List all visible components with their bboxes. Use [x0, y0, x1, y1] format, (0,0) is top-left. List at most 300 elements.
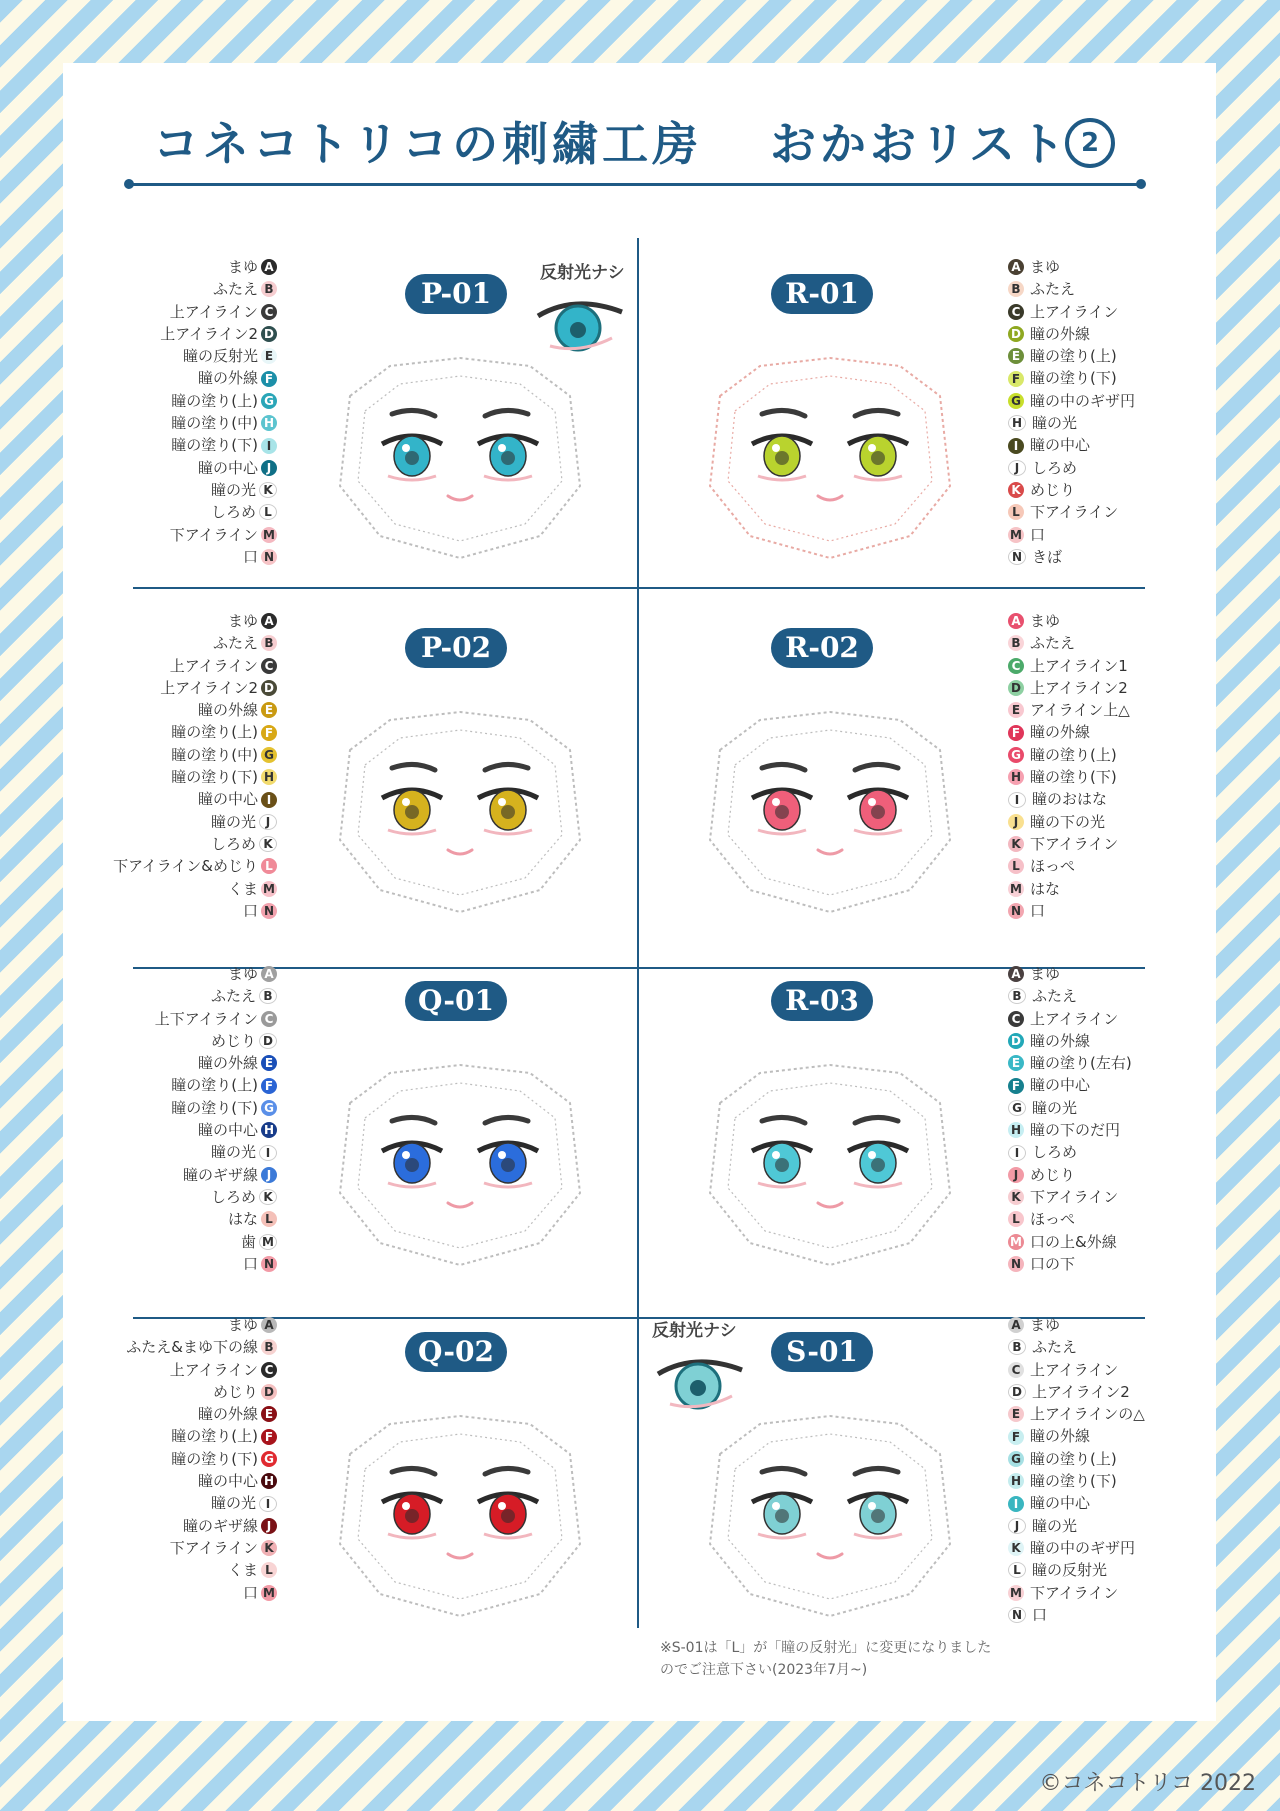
color-part-label: 瞳の塗り(中) [171, 745, 258, 764]
color-part-label: ほっぺ [1030, 1210, 1076, 1229]
color-list-item [1008, 278, 1135, 300]
color-letter-badge: A [261, 1317, 277, 1333]
color-letter-badge: M [261, 881, 277, 897]
color-list-item [1008, 721, 1130, 743]
color-list-item [113, 766, 277, 788]
color-part-label: 上アイライン [1030, 1009, 1119, 1028]
color-list-item [155, 1052, 277, 1074]
color-list-item [126, 1515, 277, 1537]
color-part-label: まゆ [1030, 1316, 1061, 1334]
color-letter-badge: D [1008, 1384, 1026, 1400]
color-part-label: 下アイライン [1030, 1187, 1119, 1206]
color-list-item [113, 855, 277, 877]
color-list-item [1008, 479, 1135, 501]
color-part-label: 瞳の中心 [1030, 1076, 1091, 1095]
color-list-item [1008, 1604, 1145, 1626]
face-illustration-q-01 [310, 1043, 610, 1273]
color-letter-badge: A [1008, 259, 1024, 275]
color-part-label: ふたえ [212, 280, 258, 299]
color-list-item [1008, 900, 1130, 922]
color-list-item [1008, 1537, 1145, 1559]
color-letter-badge: A [261, 613, 277, 629]
color-list-item [160, 256, 277, 278]
color-list-item [1008, 632, 1130, 654]
color-letter-badge: F [261, 371, 277, 387]
color-list-item [155, 1208, 277, 1230]
color-list-item [1008, 1231, 1132, 1253]
face-illustration-p-01 [310, 336, 610, 566]
color-letter-badge: F [1008, 1078, 1024, 1094]
color-part-label: 瞳の塗り(上) [171, 1076, 258, 1095]
color-part-label: 上アイライン [1030, 1360, 1119, 1379]
color-letter-badge: E [261, 348, 277, 364]
color-part-label: 瞳の塗り(下) [1030, 768, 1117, 787]
color-list-item [1008, 524, 1135, 546]
color-part-label: 瞳の反射光 [182, 347, 258, 366]
color-part-label: くま [227, 1561, 258, 1580]
color-letter-badge: J [261, 1518, 277, 1534]
color-letter-badge: M [261, 527, 277, 543]
face-code-r-02: R-02 [771, 628, 873, 668]
color-part-label: 瞳のギザ線 [182, 1165, 258, 1184]
color-letter-badge: B [1008, 281, 1024, 297]
color-letter-badge: I [1008, 1145, 1026, 1161]
color-list-p-01 [160, 256, 277, 568]
color-list-item [1008, 963, 1132, 985]
color-letter-badge: A [1008, 966, 1024, 982]
color-part-label: 瞳の光 [210, 1494, 256, 1513]
color-list-item [160, 278, 277, 300]
footnote-line-2: のでご注意下さい(2023年7月~) [660, 1662, 868, 1678]
color-list-item [155, 1141, 277, 1163]
color-part-label: ほっぺ [1030, 857, 1076, 876]
color-list-item [155, 1164, 277, 1186]
color-letter-badge: M [1008, 527, 1024, 543]
color-letter-badge: C [1008, 1362, 1024, 1378]
color-list-item [113, 878, 277, 900]
color-letter-badge: H [261, 769, 277, 785]
face-illustration-s-01 [680, 1394, 980, 1624]
color-letter-badge: H [1008, 415, 1026, 431]
color-list-item [113, 833, 277, 855]
color-part-label: アイライン上△ [1030, 701, 1130, 720]
color-list-item [1008, 1381, 1145, 1403]
color-list-item [1008, 1052, 1132, 1074]
color-list-s-01 [1008, 1314, 1145, 1626]
color-list-item [126, 1582, 277, 1604]
color-letter-badge: H [261, 415, 277, 431]
color-list-item [160, 301, 277, 323]
color-list-item [1008, 501, 1135, 523]
face-code-q-01: Q-01 [405, 981, 507, 1021]
footnote-line-1: ※S-01は「L」が「瞳の反射光」に変更になりました [660, 1640, 992, 1656]
color-part-label: 瞳の光 [210, 1143, 256, 1162]
color-list-item [1008, 1074, 1132, 1096]
color-list-item [155, 1231, 277, 1253]
color-list-item [1008, 367, 1135, 389]
copyright: ©コネコトリコ 2022 [1039, 1771, 1256, 1796]
color-list-item [155, 985, 277, 1007]
face-illustration-r-02 [680, 690, 980, 920]
color-letter-badge: G [261, 1451, 277, 1467]
color-part-label: めじり [1030, 480, 1076, 499]
color-list-item [160, 457, 277, 479]
color-letter-badge: H [1008, 1473, 1024, 1489]
color-list-item [1008, 434, 1135, 456]
color-part-label: くま [227, 879, 258, 898]
color-letter-badge: D [1008, 680, 1024, 696]
color-list-item [1008, 985, 1132, 1007]
color-letter-badge: A [1008, 1317, 1024, 1333]
color-list-item [155, 1253, 277, 1275]
color-letter-badge: G [261, 393, 277, 409]
page-number-badge: 2 [1065, 118, 1115, 168]
color-list-item [1008, 256, 1135, 278]
color-list-item [155, 1008, 277, 1030]
face-code-r-03: R-03 [771, 981, 873, 1021]
color-part-label: 瞳の外線 [197, 369, 258, 388]
color-letter-badge: D [261, 1384, 277, 1400]
color-part-label: 瞳の中心 [1030, 1494, 1091, 1513]
color-letter-badge: K [259, 836, 277, 852]
color-list-item [126, 1559, 277, 1581]
color-letter-badge: C [1008, 1011, 1024, 1027]
color-letter-badge: F [1008, 1429, 1024, 1445]
color-letter-badge: L [1008, 1562, 1026, 1578]
color-letter-badge: N [1008, 1607, 1026, 1623]
color-letter-badge: J [1008, 460, 1026, 476]
color-list-item [155, 963, 277, 985]
color-letter-badge: L [1008, 1211, 1024, 1227]
color-part-label: ふたえ [1030, 634, 1076, 653]
color-part-label: 瞳の外線 [1030, 723, 1091, 742]
color-list-item [1008, 1403, 1145, 1425]
color-part-label: 上アイライン [169, 656, 258, 675]
color-part-label: 瞳の光 [210, 812, 256, 831]
color-part-label: 上アイライン2 [1032, 1382, 1130, 1401]
color-list-item [1008, 1097, 1132, 1119]
color-letter-badge: I [261, 438, 277, 454]
color-part-label: 瞳の反射光 [1032, 1561, 1108, 1580]
color-part-label: まゆ [227, 1316, 258, 1334]
color-part-label: 瞳の外線 [197, 701, 258, 720]
color-letter-badge: J [261, 460, 277, 476]
color-part-label: 瞳の塗り(上) [171, 391, 258, 410]
color-letter-badge: G [1008, 747, 1024, 763]
color-list-item [1008, 546, 1135, 568]
color-list-item [160, 434, 277, 456]
color-part-label: 口 [242, 547, 258, 566]
face-illustration-r-01 [680, 336, 980, 566]
color-list-item [1008, 855, 1130, 877]
rule-dot-right [1136, 179, 1146, 189]
color-letter-badge: K [261, 1540, 277, 1556]
color-list-item [1008, 878, 1130, 900]
color-letter-badge: M [259, 1234, 277, 1250]
color-part-label: 歯 [240, 1232, 256, 1251]
color-list-item [1008, 744, 1130, 766]
color-list-item [1008, 766, 1130, 788]
color-letter-badge: E [1008, 702, 1024, 718]
color-part-label: ふたえ [212, 634, 258, 653]
color-list-item [155, 1119, 277, 1141]
color-part-label: きば [1032, 547, 1063, 566]
color-letter-badge: M [1008, 1234, 1024, 1250]
face-code-q-02: Q-02 [405, 1332, 507, 1372]
color-letter-badge: B [261, 1339, 277, 1355]
color-list-item [1008, 1448, 1145, 1470]
color-list-item [126, 1336, 277, 1358]
color-letter-badge: D [1008, 326, 1024, 342]
color-letter-badge: L [259, 504, 277, 520]
color-letter-badge: I [1008, 1496, 1024, 1512]
color-letter-badge: E [1008, 348, 1024, 364]
color-part-label: しろめ [1032, 1143, 1078, 1162]
color-letter-badge: J [1008, 814, 1024, 830]
color-part-label: 上アイライン [169, 1360, 258, 1379]
face-illustration-r-03 [680, 1043, 980, 1273]
no-reflection-note: 反射光ナシ [540, 263, 625, 283]
face-code-s-01: S-01 [771, 1332, 873, 1372]
color-part-label: 上アイライン [169, 302, 258, 321]
color-list-item [1008, 1008, 1132, 1030]
color-letter-badge: E [261, 1406, 277, 1422]
color-part-label: 上下アイライン [154, 1009, 258, 1028]
color-part-label: しろめ [210, 1187, 256, 1206]
color-part-label: 瞳の塗り(上) [1030, 1449, 1117, 1468]
color-letter-badge: K [259, 1189, 277, 1205]
color-part-label: 瞳の光 [1032, 1516, 1078, 1535]
color-part-label: めじり [1030, 1165, 1076, 1184]
color-letter-badge: B [1008, 635, 1024, 651]
color-letter-badge: K [1008, 482, 1024, 498]
color-list-r-03 [1008, 963, 1132, 1275]
color-letter-badge: H [261, 1122, 277, 1138]
color-list-item [1008, 1186, 1132, 1208]
color-letter-badge: L [1008, 504, 1024, 520]
face-code-p-02: P-02 [405, 628, 507, 668]
color-part-label: ふたえ [1030, 280, 1076, 299]
color-list-item [126, 1425, 277, 1447]
color-list-r-01 [1008, 256, 1135, 568]
color-list-item [155, 1186, 277, 1208]
color-part-label: 瞳の中心 [197, 790, 258, 809]
color-letter-badge: C [261, 304, 277, 320]
color-letter-badge: M [261, 1585, 277, 1601]
color-part-label: 瞳の外線 [1030, 324, 1091, 343]
color-list-item [1008, 811, 1130, 833]
color-part-label: 口 [1030, 901, 1046, 920]
color-part-label: 瞳の下の光 [1030, 812, 1106, 831]
color-part-label: 瞳の塗り(中) [171, 414, 258, 433]
color-letter-badge: C [261, 1011, 277, 1027]
color-letter-badge: I [259, 1496, 277, 1512]
color-part-label: 口 [242, 1583, 258, 1602]
color-list-item [113, 677, 277, 699]
color-letter-badge: C [1008, 304, 1024, 320]
color-part-label: ふたえ&まゆ下の線 [126, 1338, 258, 1357]
no-reflection-note: 反射光ナシ [652, 1321, 737, 1341]
color-list-item [1008, 1559, 1145, 1581]
color-letter-badge: F [261, 1078, 277, 1094]
color-list-item [126, 1359, 277, 1381]
color-list-item [1008, 390, 1135, 412]
color-part-label: まゆ [227, 965, 258, 983]
color-part-label: 瞳の塗り(下) [1030, 1472, 1117, 1491]
color-part-label: 上アイラインの△ [1030, 1405, 1145, 1424]
rule-dot-left [124, 179, 134, 189]
color-letter-badge: J [259, 814, 277, 830]
color-letter-badge: N [1008, 1256, 1024, 1272]
color-letter-badge: B [259, 988, 277, 1004]
color-list-item [1008, 1515, 1145, 1537]
color-letter-badge: M [1008, 881, 1024, 897]
color-part-label: 瞳の塗り(下) [171, 436, 258, 455]
color-list-item [1008, 1470, 1145, 1492]
page-title: コネコトリコの刺繍工房 [153, 117, 703, 171]
color-part-label: しろめ [1032, 458, 1078, 477]
color-part-label: はな [1030, 879, 1061, 898]
color-letter-badge: H [1008, 1122, 1024, 1138]
color-part-label: 瞳の塗り(左右) [1030, 1054, 1132, 1073]
color-list-item [113, 788, 277, 810]
color-part-label: 上アイライン1 [1030, 656, 1128, 675]
color-list-item [1008, 1164, 1132, 1186]
color-part-label: 口 [242, 901, 258, 920]
color-part-label: 瞳の塗り(上) [1030, 347, 1117, 366]
color-letter-badge: A [261, 259, 277, 275]
row-divider-3 [133, 1317, 1145, 1319]
row-divider-1 [133, 587, 1145, 589]
color-part-label: 瞳の塗り(下) [1030, 369, 1117, 388]
color-letter-badge: F [1008, 725, 1024, 741]
color-part-label: めじり [212, 1382, 258, 1401]
color-letter-badge: M [1008, 1585, 1024, 1601]
color-list-item [1008, 412, 1135, 434]
color-letter-badge: F [261, 1429, 277, 1445]
color-list-item [1008, 610, 1130, 632]
color-part-label: 瞳の光 [1032, 1098, 1078, 1117]
color-letter-badge: L [261, 1562, 277, 1578]
color-part-label: 瞳の光 [1032, 414, 1078, 433]
color-part-label: 上アイライン2 [160, 678, 258, 697]
color-letter-badge: I [1008, 792, 1026, 808]
color-letter-badge: C [261, 658, 277, 674]
color-letter-badge: I [1008, 438, 1024, 454]
color-list-item [113, 655, 277, 677]
color-list-item [155, 1030, 277, 1052]
color-part-label: ふたえ [210, 987, 256, 1006]
color-list-q-01 [155, 963, 277, 1275]
color-list-item [1008, 1336, 1145, 1358]
color-list-item [1008, 1030, 1132, 1052]
color-part-label: 瞳の中心 [197, 458, 258, 477]
color-list-item [160, 345, 277, 367]
color-letter-badge: B [261, 281, 277, 297]
color-list-item [126, 1314, 277, 1336]
color-part-label: 瞳の塗り(上) [1030, 745, 1117, 764]
color-letter-badge: L [1008, 858, 1024, 874]
color-list-item [160, 412, 277, 434]
color-list-item [126, 1492, 277, 1514]
color-part-label: ふたえ [1032, 987, 1078, 1006]
color-letter-badge: E [261, 702, 277, 718]
color-letter-badge: I [259, 1145, 277, 1161]
color-part-label: 瞳の中心 [197, 1121, 258, 1140]
color-part-label: めじり [210, 1031, 256, 1050]
color-letter-badge: B [1008, 988, 1026, 1004]
color-list-item [1008, 301, 1135, 323]
color-letter-badge: E [1008, 1406, 1024, 1422]
face-code-r-01: R-01 [771, 274, 873, 314]
color-part-label: 瞳のギザ線 [182, 1516, 258, 1535]
color-list-q-02 [126, 1314, 277, 1604]
color-part-label: 上アイライン [1030, 302, 1119, 321]
color-part-label: 瞳の中心 [197, 1472, 258, 1491]
color-list-item [160, 323, 277, 345]
color-list-item [113, 811, 277, 833]
color-part-label: 瞳の塗り(上) [171, 723, 258, 742]
center-divider [637, 238, 639, 1628]
color-list-p-02 [113, 610, 277, 922]
title-underline [128, 183, 1141, 186]
color-list-item [1008, 345, 1135, 367]
color-list-item [126, 1403, 277, 1425]
color-part-label: 瞳の中のギザ円 [1030, 391, 1136, 410]
color-part-label: しろめ [210, 834, 256, 853]
color-part-label: 瞳の塗り(下) [171, 1098, 258, 1117]
color-part-label: 口 [1030, 525, 1046, 544]
color-letter-badge: I [261, 792, 277, 808]
color-letter-badge: K [1008, 836, 1024, 852]
color-letter-badge: N [1008, 903, 1024, 919]
color-list-item [155, 1097, 277, 1119]
color-list-item [126, 1448, 277, 1470]
color-letter-badge: B [261, 635, 277, 651]
color-part-label: しろめ [210, 503, 256, 522]
color-list-item [1008, 1425, 1145, 1447]
color-letter-badge: N [261, 549, 277, 565]
color-list-item [126, 1381, 277, 1403]
color-letter-badge: F [261, 725, 277, 741]
color-list-item [160, 390, 277, 412]
color-part-label: 瞳の光 [210, 480, 256, 499]
color-letter-badge: N [1008, 549, 1026, 565]
color-list-item [1008, 1359, 1145, 1381]
color-letter-badge: E [261, 1055, 277, 1071]
color-letter-badge: D [1008, 1033, 1024, 1049]
color-part-label: 下アイライン&めじり [113, 857, 258, 876]
color-letter-badge: N [261, 1256, 277, 1272]
color-list-item [160, 367, 277, 389]
color-letter-badge: B [1008, 1339, 1026, 1355]
color-letter-badge: G [1008, 1100, 1026, 1116]
color-list-item [1008, 1582, 1145, 1604]
color-list-item [160, 524, 277, 546]
color-letter-badge: D [261, 326, 277, 342]
color-list-item [113, 632, 277, 654]
color-letter-badge: J [1008, 1167, 1024, 1183]
color-part-label: 上アイライン2 [1030, 678, 1128, 697]
color-list-item [126, 1470, 277, 1492]
color-list-r-02 [1008, 610, 1130, 922]
page-subtitle: おかおリスト [770, 117, 1070, 171]
color-list-item [1008, 323, 1135, 345]
color-list-item [1008, 1119, 1132, 1141]
color-list-item [113, 721, 277, 743]
face-illustration-q-02 [310, 1394, 610, 1624]
color-part-label: 口 [242, 1254, 258, 1273]
